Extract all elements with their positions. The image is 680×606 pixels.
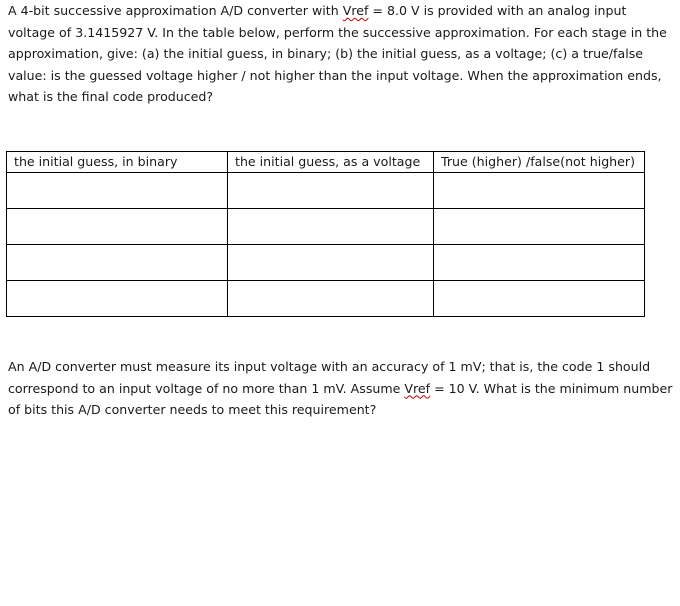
question-1-rest: = 8.0 V is provided with an analog input voltage of 3.1415927 V. In the table below, perform the successive approximation. For each stage in the approximation, give: (a) the initial guess, in binary; (b) the initial guess, as a voltage; (c) a true/false value: is the guessed voltage higher / not higher than the input voltage. When the approximation ends, what is the final code produced? — [8, 3, 667, 104]
table-cell[interactable] — [434, 173, 645, 209]
table-cell[interactable] — [434, 281, 645, 317]
question-1-lead: A 4-bit successive approximation A/D converter with — [8, 3, 343, 18]
table-cell[interactable] — [228, 245, 434, 281]
vref-term: Vref — [342, 3, 369, 18]
table-cell[interactable] — [7, 173, 228, 209]
table-row — [7, 173, 645, 209]
table-row — [7, 245, 645, 281]
table-cell[interactable] — [434, 209, 645, 245]
table-header-row — [7, 152, 645, 173]
vref-term: Vref — [404, 380, 431, 396]
header-true-false: True (higher) /false(not higher) — [434, 152, 645, 173]
question-1-text — [8, 0, 676, 108]
header-guess-voltage: the initial guess, as a voltage — [228, 152, 434, 173]
table-cell[interactable] — [7, 209, 228, 245]
table-row — [7, 209, 645, 245]
question-2-lead: An A/D converter must measure its input voltage with an accuracy of 1 mV; that is, the code 1 should correspond to an input voltage of no more than 1 mV. Assume — [8, 359, 651, 396]
table-cell[interactable] — [228, 209, 434, 245]
question-2-text — [8, 356, 676, 421]
table-cell[interactable] — [7, 281, 228, 317]
header-guess-binary: the initial guess, in binary — [7, 152, 228, 173]
approximation-table — [6, 151, 645, 317]
question-2-rest: = 10 V. What is the minimum number of bits this A/D converter needs to meet this requirement? — [8, 380, 673, 417]
table-cell[interactable] — [7, 245, 228, 281]
table-row — [7, 281, 645, 317]
table-cell[interactable] — [434, 245, 645, 281]
table-cell[interactable] — [228, 281, 434, 317]
table-cell[interactable] — [228, 173, 434, 209]
